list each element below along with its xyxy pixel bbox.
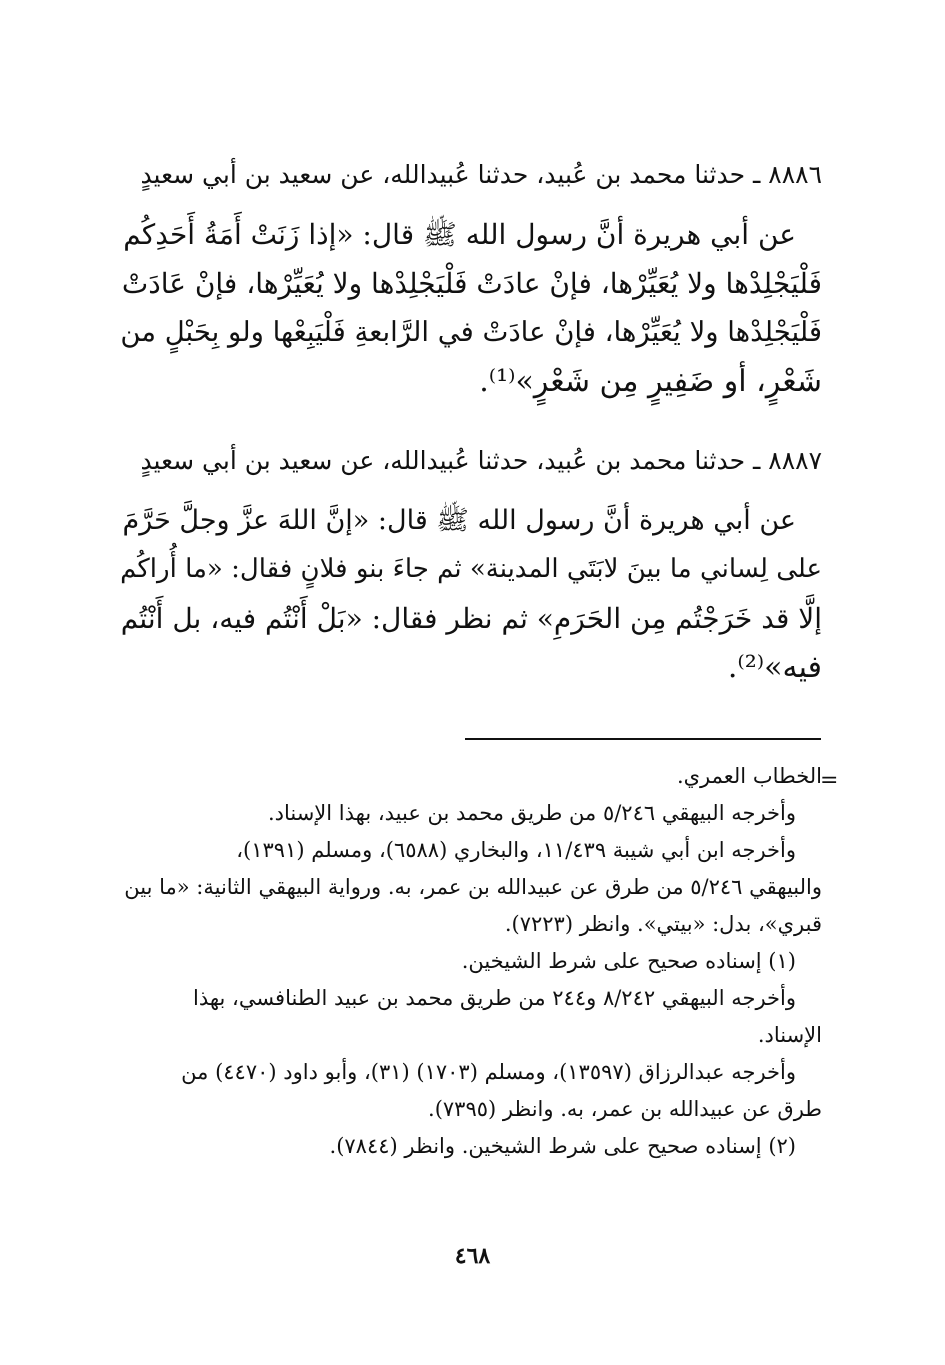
- footnote-continuation-mark: =: [820, 768, 839, 793]
- footnote-2: (٢) إسناده صحيح على شرط الشيخين. وانظر (٧٨٤٤).: [329, 1134, 796, 1158]
- matn-line: إلَّا قد خَرَجْتُم مِن الحَرَمِ» ثم نظر فقال: «بَلْ أَنْتُم فيه، بل أَنْتُم: [120, 602, 822, 635]
- footnote-separator: [465, 738, 821, 740]
- footnotes: [110, 758, 822, 1165]
- footnote-line: الإسناد.: [757, 1023, 822, 1047]
- footnote-line: طرق عن عبيدالله بن عمر، به. وانظر (٧٣٩٥).: [428, 1097, 822, 1121]
- footnote-line: وأخرجه البيهقي ٨/٢٤٢ و٢٤٤ من طريق محمد بن عبيد الطنافسي، بهذا: [192, 986, 796, 1010]
- footnote-line: وأخرجه عبدالرزاق (١٣٥٩٧)، ومسلم (١٧٠٣) (٣١)، وأبو داود (٤٤٧٠) من: [181, 1060, 796, 1084]
- matn-line: فَلْيَجْلِدْها ولا يُعَيِّرْها، فإنْ عادَتْ فَلْيَجْلِدْها ولا يُعَيِّرْها، فإنْ عَادَتْ: [121, 267, 822, 300]
- footnote-line: الخطاب العمري.: [676, 764, 822, 788]
- footnote-line: وأخرجه البيهقي ٥/٢٤٦ من طريق محمد بن عبيد، بهذا الإسناد.: [267, 801, 796, 825]
- footnote-line: والبيهقي ٥/٢٤٦ من طرق عن عبيدالله بن عمر، به. ورواية البيهقي الثانية: «ما بين: [124, 875, 822, 899]
- matn-line: عن أبي هريرة أنَّ رسول الله ﷺ قال: «إنَّ اللهَ عزَّ وجلَّ حَرَّمَ: [122, 505, 796, 536]
- footnote-line: وأخرجه ابن أبي شيبة ١١/٤٣٩، والبخاري (٦٥٨٨)، ومسلم (١٣٩١)،: [236, 838, 796, 862]
- hadith-8886-matn: [110, 210, 822, 406]
- matn-line: فَلْيَجْلِدْها ولا يُعَيِّرْها، فإنْ عادَتْ في الرَّابعةِ فَلْيَبِعْها ولو بِحَبْلٍ من: [120, 316, 822, 348]
- hadith-8887-isnad: ٨٨٨٧ ـ حدثنا محمد بن عُبيد، حدثنا عُبيدالله، عن سعيد بن أبي سعيدٍ: [140, 446, 822, 475]
- footnote-line: قبري»، بدل: «بيتي». وانظر (٧٢٢٣).: [504, 912, 822, 936]
- matn-line: فيه»⁽²⁾.: [727, 650, 822, 685]
- matn-line: شَعْرٍ، أو ضَفِيرٍ مِن شَعْرٍ»⁽¹⁾.: [479, 364, 822, 399]
- footnote-1: (١) إسناده صحيح على شرط الشيخين.: [461, 949, 796, 973]
- matn-line: عن أبي هريرة أنَّ رسول الله ﷺ قال: «إذا زَنَتْ أَمَةُ أَحَدِكُم: [123, 218, 796, 251]
- page-number: ٤٦٨: [454, 1243, 491, 1269]
- hadith-8887-header: [110, 443, 822, 479]
- hadith-8886-isnad: ٨٨٨٦ ـ حدثنا محمد بن عُبيد، حدثنا عُبيدالله، عن سعيد بن أبي سعيدٍ: [140, 160, 822, 189]
- hadith-8886-header: [110, 157, 822, 193]
- matn-line: على لِساني ما بينَ لابَتَي المدينة» ثم جاءَ بنو فلانٍ فقال: «ما أُراكُم: [120, 554, 822, 584]
- hadith-8887-matn: [110, 496, 822, 692]
